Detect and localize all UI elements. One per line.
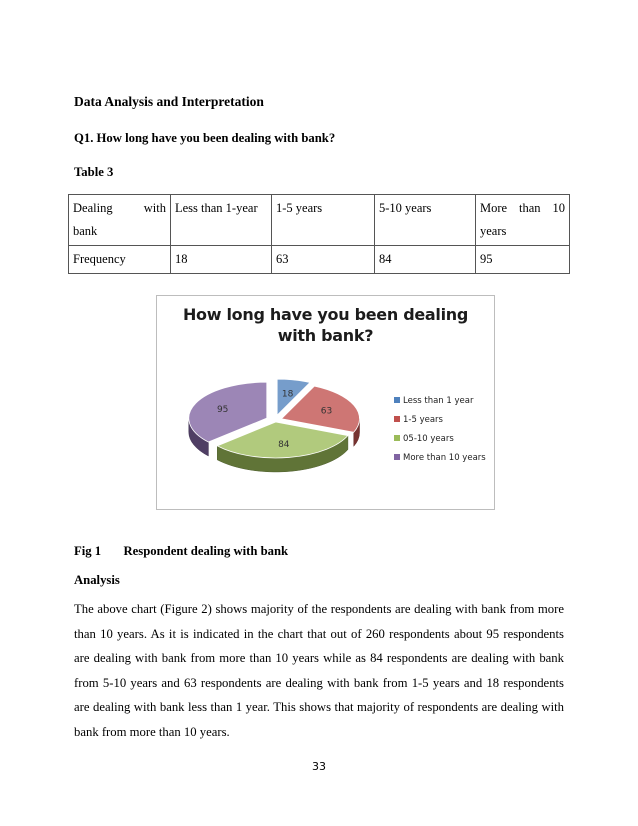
- table-caption: Table 3: [74, 165, 114, 179]
- table-header-cell: 5-10 years: [375, 195, 476, 246]
- pie-chart: [156, 295, 495, 510]
- table-header-cell: [476, 195, 570, 246]
- data-label: 84: [278, 439, 290, 450]
- header-text: bank: [73, 224, 98, 238]
- legend-item: [394, 396, 473, 406]
- table-cell: 95: [476, 246, 570, 274]
- legend-label: 1-5 years: [403, 415, 443, 425]
- legend-item: [394, 434, 454, 444]
- chart-title-line: with bank?: [277, 326, 374, 345]
- table-header-cell: 1-5 years: [272, 195, 375, 246]
- header-text: 10: [552, 201, 565, 215]
- analysis-heading: Analysis: [74, 573, 120, 587]
- legend-swatch: [394, 416, 400, 422]
- analysis-paragraph: The above chart (Figure 2) shows majority of the respondents are dealing with bank from more than 10 years. As it is indicated in the chart that out of 260 respondents about 95 respondents are dealing with bank from more than 10 years while as 84 respondents are dealing with bank from 5-10 years and 63 respondents are dealing with bank from 1-5 years and 18 respondents are dealing with bank less than 1 year. This shows that majority of respondents are dealing with bank from more than 10 years.: [74, 602, 564, 739]
- legend-label: More than 10 years: [403, 453, 486, 463]
- chart-title-line: How long have you been dealing: [182, 305, 469, 324]
- table-header-row: [69, 195, 570, 246]
- data-label: 95: [216, 404, 229, 415]
- header-text: than: [519, 201, 541, 215]
- table-cell: 84: [375, 246, 476, 274]
- figure-number: Fig 1: [74, 544, 102, 558]
- table-header-cell: [69, 195, 171, 246]
- legend-label: 05-10 years: [403, 434, 454, 444]
- table-cell: 18: [171, 246, 272, 274]
- table-row: [69, 246, 570, 274]
- header-text: with: [143, 201, 166, 215]
- section-title: Data Analysis and Interpretation: [74, 94, 264, 109]
- header-text: More: [480, 201, 508, 215]
- table-cell: 63: [272, 246, 375, 274]
- figure-caption: [74, 544, 288, 559]
- legend-item: [394, 415, 443, 425]
- legend-swatch: [394, 454, 400, 460]
- legend-swatch: [394, 397, 400, 403]
- table-cell: Frequency: [69, 246, 171, 274]
- legend-label: Less than 1 year: [403, 396, 474, 406]
- header-text: Dealing: [73, 201, 113, 215]
- question-heading: Q1. How long have you been dealing with bank?: [74, 131, 336, 145]
- data-label: 63: [320, 406, 333, 417]
- page-number: 33: [312, 760, 326, 773]
- figure-caption-text: Respondent dealing with bank: [123, 544, 289, 558]
- pie-plot: [157, 296, 387, 509]
- legend-swatch: [394, 435, 400, 441]
- data-label: 18: [281, 389, 294, 400]
- header-text: years: [480, 224, 507, 238]
- legend-item: [394, 453, 486, 463]
- frequency-table: [68, 194, 570, 274]
- table-header-cell: Less than 1-year: [171, 195, 272, 246]
